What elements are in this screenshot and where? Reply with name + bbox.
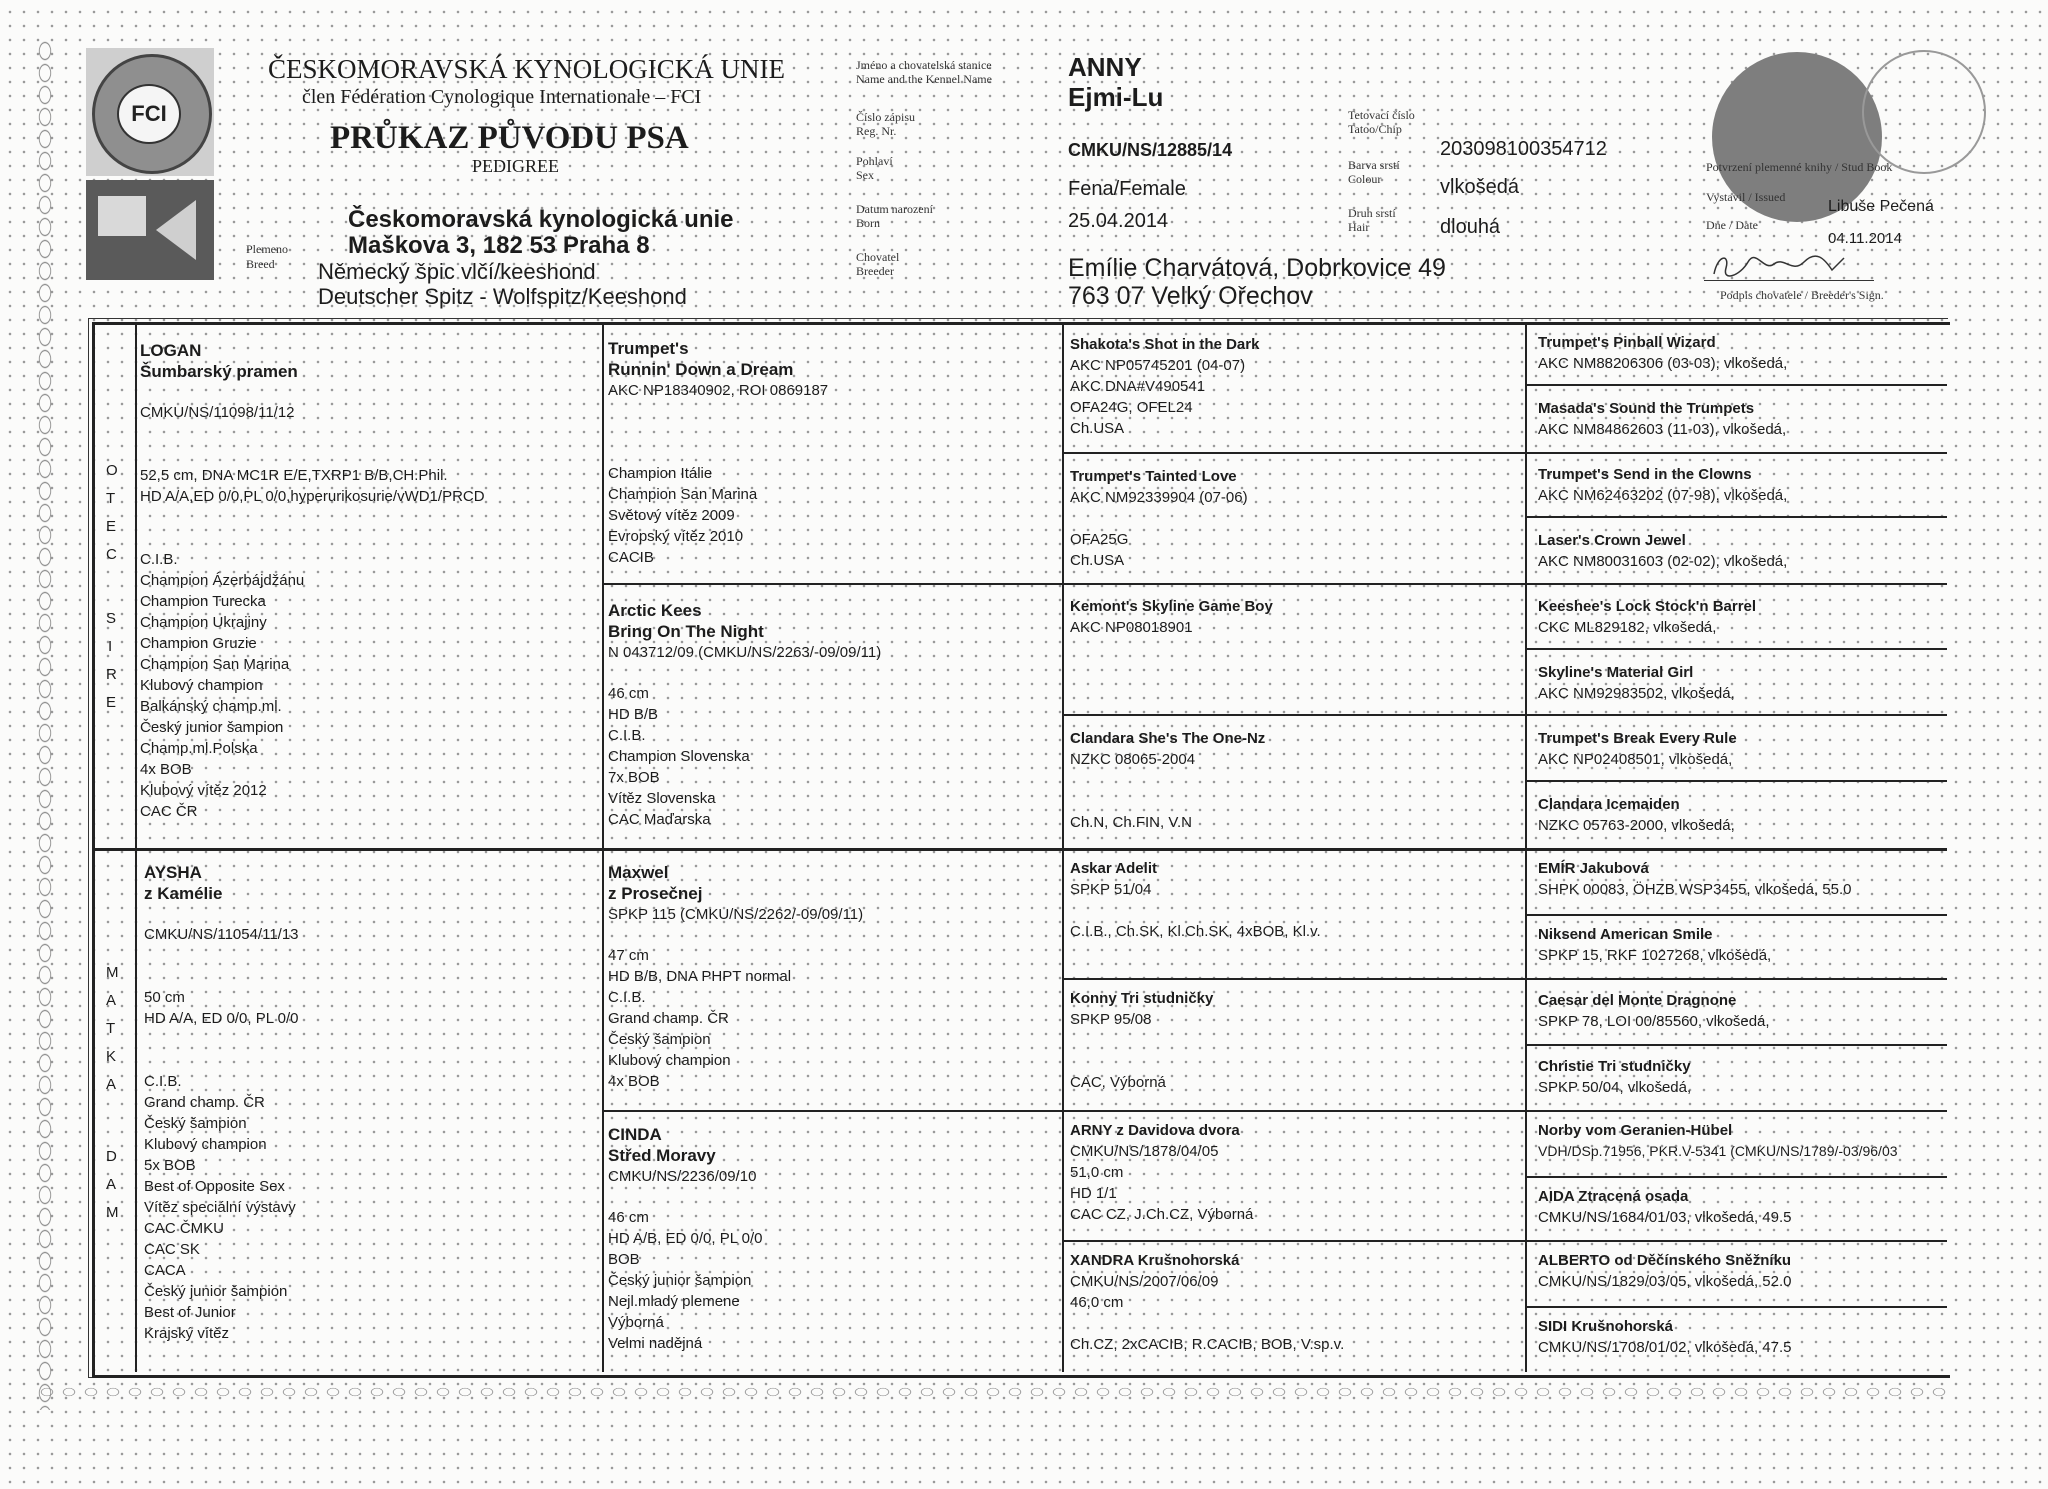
ancestor-name: Clandara She's The One-Nz [1070, 730, 1266, 747]
issued-date: 04.11.2014 [1828, 230, 1902, 247]
ancestor-info: CKC ML829182, vlkošedá, [1538, 619, 1717, 636]
dog-colour: vlkošedá [1440, 176, 1519, 198]
issuer-address: Maškova 3, 182 53 Praha 8 [348, 232, 650, 259]
dog-birth-date: 25.04.2014 [1068, 210, 1169, 232]
ancestor-name: Caesar del Monte Dragnone [1538, 992, 1737, 1009]
title-item: Klubový champion [144, 1136, 267, 1153]
ancestor-info: CMKU/NS/1708/01/02, vlkošedá, 47.5 [1538, 1339, 1792, 1356]
title-item: 46 cm [608, 1209, 649, 1226]
ancestor-name: XANDRA Krušnohorská [1070, 1252, 1240, 1269]
dog-hair: dlouhá [1440, 216, 1501, 238]
ancestor-name: Keeshee's Lock Stock'n Barrel [1538, 598, 1757, 615]
ancestor-info: NZKC 08065-2004 [1070, 751, 1196, 768]
name-label-cz: Jméno a chovatelská stanice [856, 58, 992, 72]
ancestor-info: CAC CZ, J.Ch.CZ, Výborná [1070, 1206, 1254, 1223]
title-item: CAC SK [144, 1241, 200, 1258]
ancestor-titles: C.I.B., Ch.SK, Kl.Ch.SK, 4xBOB, Kl.v. [1070, 923, 1321, 940]
title-item: Champion Ukrajiny [140, 614, 267, 631]
date-label: Dne / Date [1706, 218, 1758, 232]
title-item: 47 cm [608, 947, 649, 964]
ancestor-name: Christie Tri studničky [1538, 1058, 1691, 1075]
fci-logo-text: FCI [117, 84, 181, 144]
title-item: C.I.B. [608, 989, 646, 1006]
ancestor-info: AKC DNA#V490541 [1070, 378, 1206, 395]
ancestor-info: SPKP 50/04, vlkošedá, [1538, 1079, 1692, 1096]
sire-letter: R [106, 666, 117, 683]
gen4-divider [1525, 914, 1947, 916]
gen4-divider [1525, 780, 1947, 782]
gen4-divider [1525, 1044, 1947, 1046]
title-item: 5x BOB [144, 1157, 196, 1174]
gen4-divider [1525, 1306, 1947, 1308]
name-label-en: Name and the Kennel Name [856, 72, 992, 86]
gen2-divider [602, 583, 1947, 585]
born-label-cz: Datum narození [856, 202, 933, 216]
dog-kennel: Ejmi-Lu [1068, 82, 1164, 112]
title-item: CAC Maďarska [608, 811, 711, 828]
ancestor-name: Clandara Icemaiden [1538, 796, 1680, 813]
dam-info: 50 cm [144, 989, 185, 1006]
studbook-label: Potvrzení plemenné knihy / Stud Book [1706, 160, 1893, 174]
ancestor-name: Trumpet's [608, 339, 689, 358]
gen4-cell [1538, 662, 1735, 704]
ancestor-reg: CMKU/NS/2236/09/10 [608, 1168, 757, 1185]
hair-label-cz: Druh srstí [1348, 206, 1396, 220]
dam-cell [144, 862, 299, 1344]
gen2-cell [608, 862, 863, 1092]
gen4-cell [1538, 728, 1737, 770]
ancestor-titles [608, 683, 881, 830]
ancestor-info: SPKP 78, LOI 00/85560, vlkošedá, [1538, 1013, 1770, 1030]
gen3-cell [1070, 466, 1248, 571]
tattoo-label-cz: Tetovací číslo [1348, 108, 1415, 122]
sire-letter: S [106, 610, 117, 627]
ancestor-name: Askar Adelit [1070, 860, 1157, 877]
issued-label: Vystavil / Issued [1706, 190, 1786, 204]
title-item: HD A/B, ED 0/0, PL 0/0 [608, 1230, 763, 1247]
ancestor-info: SPKP 51/04 [1070, 881, 1152, 898]
gen4-cell [1538, 332, 1787, 374]
issuer-stamp-ring [1862, 50, 1986, 174]
reg-label-en: Reg. Nr. [856, 124, 897, 138]
ancestor-name: SIDI Krušnohorská [1538, 1318, 1674, 1335]
ancestor-titles [608, 1207, 763, 1354]
matka-letter: A [106, 992, 117, 1009]
gen4-cell [1538, 596, 1756, 638]
ancestor-info: Ch.USA [1070, 420, 1125, 437]
gen3-gen4-divider [1525, 322, 1527, 1372]
title-item: HD B/B, DNA PHPT normal [608, 968, 792, 985]
title-item: C.I.B. [144, 1073, 182, 1090]
ancestor-name: Niksend American Smile [1538, 926, 1713, 943]
sire-name: LOGAN [140, 341, 202, 360]
ancestor-name: EMÍR Jakubová [1538, 860, 1649, 877]
dam-name: AYSHA [144, 863, 202, 882]
breeder-address: 763 07 Velký Ořechov [1068, 282, 1313, 310]
ancestor-info: NZKC 05763-2000, vlkošedá, [1538, 817, 1735, 834]
ancestor-name: Arctic Kees [608, 601, 702, 620]
ancestor-info: AKC NP05745201 (04-07) [1070, 357, 1246, 374]
colour-label-cz: Barva srstí [1348, 158, 1400, 172]
ornamental-border-bottom [36, 1383, 1952, 1401]
ancestor-name: Konny Tri studničky [1070, 990, 1214, 1007]
ancestor-name: Bring On The Night [608, 622, 764, 641]
dam-kennel: z Kamélie [144, 884, 223, 903]
title-item: Český šampion [608, 1031, 711, 1048]
ancestor-info: AKC NM62463202 (07-98), vlkošedá, [1538, 487, 1788, 504]
breeder-label-en: Breeder [856, 264, 894, 278]
dog-sex: Fena/Female [1068, 178, 1186, 200]
ancestor-info: HD 1/1 [1070, 1185, 1117, 1202]
ancestor-name: Masada's Sound the Trumpets [1538, 400, 1755, 417]
gen2-divider [602, 1110, 1947, 1112]
dog-reg-number: CMKU/NS/12885/14 [1068, 140, 1233, 160]
union-title: ČESKOMORAVSKÁ KYNOLOGICKÁ UNIE [268, 54, 786, 84]
title-item: Evropský vítěz 2010 [608, 528, 744, 545]
ancestor-info: AKC NM92983502, vlkošedá, [1538, 685, 1735, 702]
ancestor-info: SPKP 15, RKF 1027268, vlkošedá, [1538, 947, 1772, 964]
title-item: CAC ČMKU [144, 1220, 225, 1237]
sire-cell [140, 340, 485, 822]
sire-titles [140, 549, 485, 822]
title-item: Best of Junior [144, 1304, 236, 1321]
sire-info: HD A/A,ED 0/0,PL 0/0,hyperurikosurie/vWD1/PRCD [140, 488, 485, 505]
gen3-cell [1070, 988, 1213, 1093]
breeder-name: Emílie Charvátová, Dobrkovice 49 [1068, 254, 1446, 282]
otec-letter: C [106, 546, 117, 563]
hair-label-en: Hair [1348, 220, 1370, 234]
ancestor-info: CMKU/NS/1684/01/03, vlkošedá, 49.5 [1538, 1209, 1792, 1226]
ancestor-titles: Ch.CZ, 2xCACIB, R.CACIB, BOB, V.sp.v. [1070, 1336, 1345, 1353]
title-item: Grand champ. ČR [608, 1010, 729, 1027]
title-item: 46 cm [608, 685, 649, 702]
title-item: 4x BOB [608, 1073, 660, 1090]
gen4-divider [1525, 648, 1947, 650]
sire-letter: E [106, 694, 117, 711]
ancestor-titles [608, 463, 828, 568]
ancestor-info: 51,0 cm [1070, 1164, 1124, 1181]
gen3-cell [1070, 334, 1259, 439]
gen4-cell [1538, 794, 1735, 836]
signature-label: Podpis chovatele / Breeder's Sign. [1720, 288, 1884, 302]
gen3-cell [1070, 1120, 1253, 1225]
breeder-signature [1704, 252, 1874, 281]
gen3-divider [1062, 1240, 1947, 1242]
gen4-cell [1538, 858, 1852, 900]
ancestor-titles: Ch.USA [1070, 552, 1125, 569]
otec-letter: E [106, 518, 117, 535]
gen4-cell [1538, 1186, 1791, 1228]
title-item: 4x BOB [140, 761, 192, 778]
sire-dam-divider [92, 848, 1947, 851]
ancestor-info: CMKU/NS/1829/03/05, vlkošedá, 52.0 [1538, 1273, 1792, 1290]
title-item: Champion San Marina [140, 656, 290, 673]
ancestor-name: Maxwel [608, 863, 669, 882]
sire-reg: CMKU/NS/11098/11/12 [140, 404, 295, 421]
otec-letter: O [106, 462, 118, 479]
cmku-logo-shape [98, 196, 146, 236]
dam-info: HD A/A, ED 0/0, PL 0/0 [144, 1010, 299, 1027]
ancestor-reg: SPKP 115 (CMKU/NS/2262/-09/09/11) [608, 906, 864, 923]
breed-label-cz: Plemeno [246, 242, 288, 256]
side-label-divider [135, 322, 137, 1372]
gen4-cell [1538, 530, 1787, 572]
ancestor-name: Střed Moravy [608, 1146, 716, 1165]
gen4-cell [1538, 1056, 1691, 1098]
breed-label-en: Breed [246, 257, 275, 271]
ancestor-name: ALBERTO od Děčínského Sněžníku [1538, 1252, 1792, 1269]
title-item: Výborná [608, 1314, 664, 1331]
tattoo-label-en: Tatoo/Chip [1348, 122, 1402, 136]
title-item: CACIB [608, 549, 654, 566]
ancestor-name: Trumpet's Pinball Wizard [1538, 334, 1716, 351]
ancestor-info: OFA24G, OFEL24 [1070, 399, 1193, 416]
title-item: Krajský vítěz [144, 1325, 230, 1342]
matka-letter: M [106, 964, 119, 981]
gen2-gen3-divider [1062, 322, 1064, 1372]
title-item: Klubový champion [140, 677, 263, 694]
ancestor-name: Trumpet's Break Every Rule [1538, 730, 1737, 747]
sex-label-cz: Pohlaví [856, 154, 893, 168]
born-label-en: Born [856, 216, 880, 230]
gen3-cell [1070, 858, 1321, 942]
dam-letter: A [106, 1176, 117, 1193]
breed-de: Deutscher Spitz - Wolfspitz/Keeshond [318, 284, 687, 309]
document-title: PRŮKAZ PŮVODU PSA [330, 120, 689, 156]
fci-member-text: člen Fédération Cynologique Internationale – FCI [302, 86, 702, 108]
title-item: Vítěz speciální výstavy [144, 1199, 296, 1216]
gen3-cell [1070, 596, 1273, 638]
gen3-divider [1062, 452, 1947, 454]
title-item: Balkánský champ.ml. [140, 698, 282, 715]
gen4-cell [1538, 1250, 1791, 1292]
ancestor-name: Skyline's Material Girl [1538, 664, 1694, 681]
ancestor-name: ARNY z Davidova dvora [1070, 1122, 1240, 1139]
ancestor-titles: OFA25G [1070, 531, 1129, 548]
breed-cz: Německý špic vlčí/keeshond [318, 259, 596, 284]
gen1-gen2-divider [602, 322, 604, 1372]
ancestor-reg: AKC NP18340902, ROI 0869187 [608, 382, 829, 399]
ancestor-name: Runnin' Down a Dream [608, 360, 794, 379]
gen4-divider [1525, 384, 1947, 386]
gen3-cell [1070, 728, 1265, 833]
ancestor-name: z Prosečnej [608, 884, 703, 903]
ancestor-info: VDH/DSp.71956, PKR.V-5341 (CMKU/NS/1789/-03/96/03 [1538, 1143, 1898, 1159]
title-item: Světový vítěz 2009 [608, 507, 735, 524]
title-item: 7x BOB [608, 769, 660, 786]
gen3-divider [1062, 714, 1947, 716]
gen4-cell [1538, 924, 1771, 966]
title-item: CACA [144, 1262, 186, 1279]
ancestor-name: Norby vom Geranien-Hübel [1538, 1122, 1733, 1139]
colour-label-en: Colour [1348, 172, 1382, 186]
gen3-cell [1070, 1250, 1344, 1355]
sire-kennel: Šumbarský pramen [140, 362, 298, 381]
title-item: Champion Ázerbájdžánu [140, 572, 305, 589]
reg-label-cz: Číslo zápisu [856, 110, 915, 124]
gen4-divider [1525, 1176, 1947, 1178]
gen4-cell [1538, 1316, 1791, 1358]
sire-letter: I [108, 638, 113, 655]
matka-letter: T [106, 1020, 116, 1037]
ancestor-info: CMKU/NS/1878/04/05 [1070, 1143, 1219, 1160]
matka-letter: K [106, 1048, 117, 1065]
dam-letter: M [106, 1204, 119, 1221]
title-item: C.I.B. [608, 727, 646, 744]
gen2-cell [608, 338, 828, 568]
ancestor-name: Trumpet's Tainted Love [1070, 468, 1237, 485]
breeder-label-cz: Chovatel [856, 250, 900, 264]
title-item: Champion Gruzie [140, 635, 257, 652]
title-item: Champ.ml.Polska [140, 740, 258, 757]
title-item: Champion Slovenska [608, 748, 750, 765]
ancestor-info: SHPK 00083, ÖHZB WSP3455, vlkošedá, 55.0 [1538, 881, 1852, 898]
ancestor-info: CMKU/NS/2007/06/09 [1070, 1273, 1219, 1290]
title-item: CAC ČR [140, 803, 198, 820]
sire-info: 52,5 cm, DNA MC1R E/E,TXRP1 B/B,CH.Phil. [140, 467, 448, 484]
title-item: Velmi nadějná [608, 1335, 703, 1352]
ancestor-name: AIDA Ztracená osada [1538, 1188, 1689, 1205]
title-item: Best of Opposite Sex [144, 1178, 285, 1195]
issuer-name: Českomoravská kynologická unie [348, 206, 734, 233]
gen4-cell [1538, 464, 1787, 506]
title-item: Nejl.mladý plemene [608, 1293, 740, 1310]
ancestor-name: Kemont's Skyline Game Boy [1070, 598, 1273, 615]
sex-label-en: Sex [856, 168, 874, 182]
title-item: C.I.B. [140, 551, 178, 568]
chip-number: 203098100354712 [1440, 138, 1607, 160]
ancestor-name: Trumpet's Send in the Clowns [1538, 466, 1752, 483]
title-item: Český junior šampion [140, 719, 284, 736]
gen4-cell [1538, 1120, 1898, 1162]
ancestor-titles [608, 945, 863, 1092]
title-item: Champion San Marina [608, 486, 758, 503]
ancestor-name: Shakota's Shot in the Dark [1070, 336, 1260, 353]
document-subtitle: PEDIGREE [472, 156, 559, 176]
gen4-cell [1538, 990, 1770, 1032]
ancestor-info: AKC NP02408501, vlkošedá, [1538, 751, 1733, 768]
title-item: Vítěz Slovenska [608, 790, 716, 807]
issued-by: Libuše Pečená [1828, 198, 1934, 215]
ornamental-border-left [36, 40, 54, 1410]
ancestor-name: CINDA [608, 1125, 662, 1144]
ancestor-info: AKC NM92339904 (07-06) [1070, 489, 1248, 506]
ancestor-info: AKC NM84862603 (11-03), vlkošedá, [1538, 421, 1787, 438]
title-item: Český šampion [144, 1115, 247, 1132]
gen4-cell [1538, 398, 1786, 440]
ancestor-reg: N 043712/09 (CMKU/NS/2263/-09/09/11) [608, 644, 882, 661]
dam-reg: CMKU/NS/11054/11/13 [144, 926, 299, 943]
title-item: Klubový champion [608, 1052, 731, 1069]
gen3-divider [1062, 978, 1947, 980]
matka-letter: A [106, 1076, 117, 1093]
gen2-cell [608, 600, 881, 830]
ancestor-info: AKC NP08018901 [1070, 619, 1193, 636]
dam-titles [144, 1071, 299, 1344]
title-item: Český junior šampion [144, 1283, 288, 1300]
title-item: Grand champ. ČR [144, 1094, 265, 1111]
ancestor-titles: CAC, Výborná [1070, 1074, 1166, 1091]
gen4-divider [1525, 516, 1947, 518]
ancestor-info: AKC NM80031603 (02-02), vlkošedá, [1538, 553, 1788, 570]
title-item: Klubový vítěz 2012 [140, 782, 267, 799]
dam-letter: D [106, 1148, 117, 1165]
gen2-cell [608, 1124, 763, 1354]
title-item: Champion Itálie [608, 465, 713, 482]
title-item: Champion Turecka [140, 593, 266, 610]
ancestor-info: 46,0 cm [1070, 1294, 1124, 1311]
ancestor-info: AKC NM88206306 (03-03), vlkošedá, [1538, 355, 1788, 372]
dog-name: ANNY [1068, 52, 1142, 82]
ancestor-name: Laser's Crown Jewel [1538, 532, 1686, 549]
title-item: BOB [608, 1251, 640, 1268]
title-item: HD B/B [608, 706, 659, 723]
otec-letter: T [106, 490, 116, 507]
ancestor-info: SPKP 95/08 [1070, 1011, 1152, 1028]
ancestor-titles: Ch.N, Ch.FIN, V.N [1070, 814, 1192, 831]
title-item: Český junior šampion [608, 1272, 752, 1289]
